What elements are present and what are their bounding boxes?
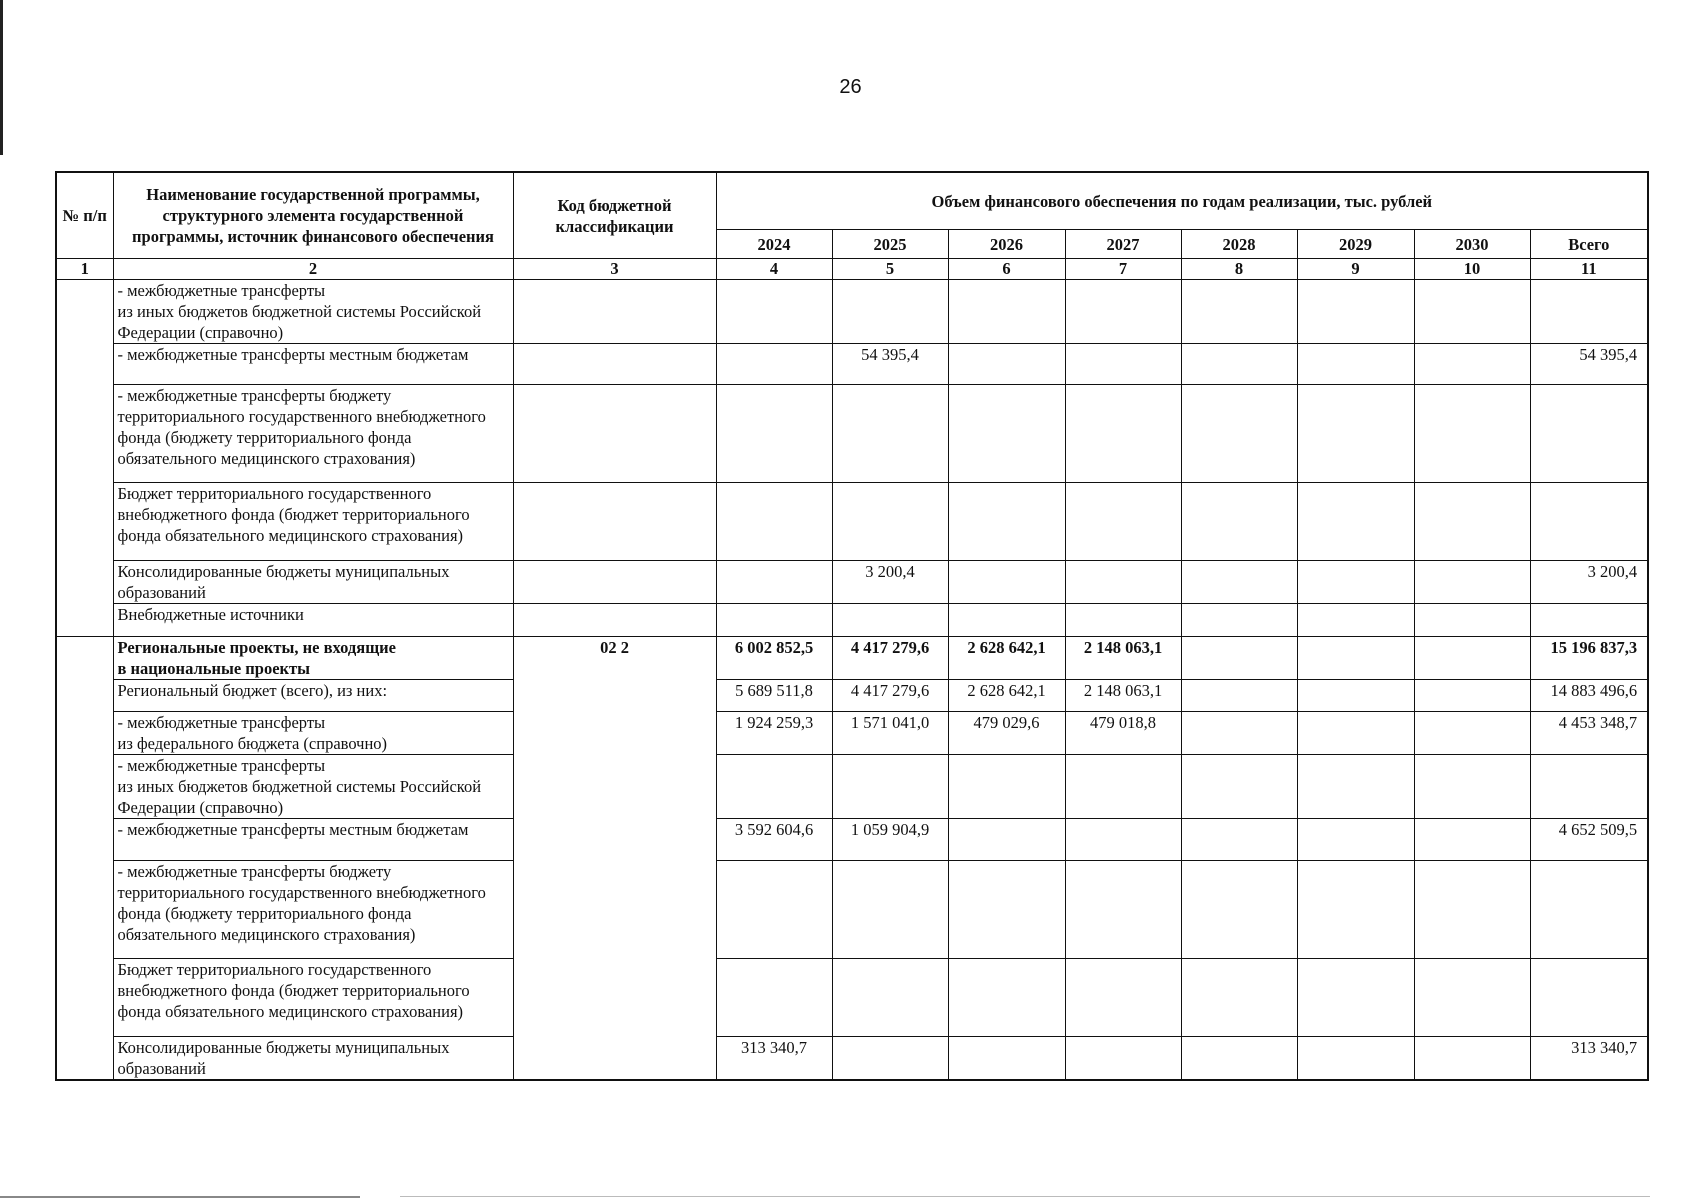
row-code-cell (513, 280, 716, 344)
row-name-cell: - межбюджетные трансферты из иных бюджетов бюджетной системы Российской Федерации (справочно) (113, 280, 513, 344)
table-row (56, 819, 1648, 861)
row-code-cell (513, 344, 716, 385)
scan-bottom-edge (400, 1196, 1650, 1197)
column-number: 1 (56, 259, 113, 280)
row-year-cell (832, 959, 948, 1037)
row-year-cell (832, 280, 948, 344)
row-year-cell (1297, 604, 1414, 637)
row-year-cell (1297, 712, 1414, 755)
row-total-cell: 54 395,4 (1530, 344, 1648, 385)
row-year-cell (948, 755, 1065, 819)
row-year-cell (1297, 755, 1414, 819)
row-year-cell (1181, 280, 1297, 344)
row-code-cell: 02 2 (513, 637, 716, 1081)
row-year-cell (1297, 280, 1414, 344)
row-year-cell: 2 628 642,1 (948, 637, 1065, 680)
row-year-cell (832, 483, 948, 561)
row-code-cell (513, 483, 716, 561)
table-row (56, 755, 1648, 819)
row-year-cell (948, 604, 1065, 637)
row-year-cell (1414, 1037, 1530, 1081)
row-year-cell (1414, 604, 1530, 637)
header-year: 2027 (1065, 230, 1181, 259)
row-year-cell (1065, 819, 1181, 861)
table-row (56, 280, 1648, 344)
row-year-cell (1414, 680, 1530, 712)
row-total-cell (1530, 861, 1648, 959)
row-year-cell: 1 924 259,3 (716, 712, 832, 755)
header-year: 2025 (832, 230, 948, 259)
header-year: 2028 (1181, 230, 1297, 259)
table-row (56, 680, 1648, 712)
row-year-cell (716, 755, 832, 819)
row-year-cell (716, 280, 832, 344)
row-year-cell (1065, 861, 1181, 959)
row-year-cell: 1 571 041,0 (832, 712, 948, 755)
row-code-cell (513, 561, 716, 604)
row-year-cell (948, 959, 1065, 1037)
row-total-cell (1530, 755, 1648, 819)
row-name-cell: Внебюджетные источники (113, 604, 513, 637)
row-year-cell (832, 1037, 948, 1081)
row-year-cell (716, 561, 832, 604)
row-year-cell (1297, 483, 1414, 561)
row-name-cell: - межбюджетные трансферты из иных бюджетов бюджетной системы Российской Федерации (справочно) (113, 755, 513, 819)
row-year-cell (1414, 344, 1530, 385)
row-year-cell (1065, 280, 1181, 344)
row-year-cell (1414, 861, 1530, 959)
row-total-cell (1530, 280, 1648, 344)
table-row (56, 959, 1648, 1037)
row-year-cell (1297, 680, 1414, 712)
row-name-cell: Региональные проекты, не входящие в национальные проекты (113, 637, 513, 680)
row-year-cell (1414, 755, 1530, 819)
row-year-cell (1414, 959, 1530, 1037)
row-year-cell (1181, 959, 1297, 1037)
row-year-cell: 3 592 604,6 (716, 819, 832, 861)
header-year: 2026 (948, 230, 1065, 259)
row-year-cell (948, 561, 1065, 604)
row-number-cell (56, 637, 113, 1081)
row-year-cell (1297, 1037, 1414, 1081)
row-total-cell: 313 340,7 (1530, 1037, 1648, 1081)
row-year-cell (1065, 561, 1181, 604)
table-row (56, 861, 1648, 959)
row-year-cell (716, 483, 832, 561)
row-year-cell (1297, 561, 1414, 604)
row-year-cell (1065, 483, 1181, 561)
column-number: 3 (513, 259, 716, 280)
column-number: 5 (832, 259, 948, 280)
row-name-cell: Бюджет территориального государственного внебюджетного фонда (бюджет территориального фонда обязательного медицинского страхования) (113, 959, 513, 1037)
row-year-cell: 5 689 511,8 (716, 680, 832, 712)
row-year-cell (1065, 755, 1181, 819)
row-total-cell: 14 883 496,6 (1530, 680, 1648, 712)
row-year-cell (1181, 637, 1297, 680)
row-year-cell (1297, 959, 1414, 1037)
table-row (56, 712, 1648, 755)
header-volume: Объем финансового обеспечения по годам реализации, тыс. рублей (716, 172, 1648, 230)
header-year: 2024 (716, 230, 832, 259)
row-year-cell (1181, 604, 1297, 637)
row-name-cell: - межбюджетные трансферты бюджету территориального государственного внебюджетного фонда (бюджету территориального фонда обязательного медицинского страхования) (113, 861, 513, 959)
row-year-cell (1297, 344, 1414, 385)
row-year-cell: 2 628 642,1 (948, 680, 1065, 712)
column-number: 11 (1530, 259, 1648, 280)
row-year-cell (832, 604, 948, 637)
header-no: № п/п (56, 172, 113, 259)
row-total-cell: 15 196 837,3 (1530, 637, 1648, 680)
row-year-cell (1297, 861, 1414, 959)
row-year-cell (832, 385, 948, 483)
column-number: 6 (948, 259, 1065, 280)
row-total-cell (1530, 483, 1648, 561)
scan-bottom-edge (0, 1196, 360, 1198)
financing-table (55, 171, 1649, 1081)
row-year-cell (1065, 385, 1181, 483)
row-total-cell (1530, 604, 1648, 637)
row-year-cell: 54 395,4 (832, 344, 948, 385)
row-year-cell (1181, 680, 1297, 712)
row-year-cell: 3 200,4 (832, 561, 948, 604)
row-name-cell: Региональный бюджет (всего), из них: (113, 680, 513, 712)
row-year-cell (716, 344, 832, 385)
row-year-cell: 2 148 063,1 (1065, 637, 1181, 680)
header-year: 2029 (1297, 230, 1414, 259)
row-year-cell (948, 819, 1065, 861)
row-year-cell (1297, 385, 1414, 483)
row-total-cell: 4 652 509,5 (1530, 819, 1648, 861)
row-year-cell: 2 148 063,1 (1065, 680, 1181, 712)
row-year-cell (1181, 483, 1297, 561)
row-year-cell (948, 1037, 1065, 1081)
row-year-cell (716, 959, 832, 1037)
row-year-cell (1414, 637, 1530, 680)
header-code: Код бюджетной классификации (513, 172, 716, 259)
table-body (56, 280, 1648, 1081)
row-year-cell (948, 483, 1065, 561)
row-year-cell (1181, 712, 1297, 755)
row-year-cell (1297, 637, 1414, 680)
column-number: 9 (1297, 259, 1414, 280)
row-year-cell (1181, 1037, 1297, 1081)
table-row (56, 1037, 1648, 1081)
row-year-cell: 479 029,6 (948, 712, 1065, 755)
row-year-cell (1181, 755, 1297, 819)
row-name-cell: - межбюджетные трансферты из федерального бюджета (справочно) (113, 712, 513, 755)
row-year-cell (1181, 819, 1297, 861)
row-name-cell: - межбюджетные трансферты местным бюджетам (113, 344, 513, 385)
row-year-cell (716, 604, 832, 637)
row-name-cell: - межбюджетные трансферты бюджету территориального государственного внебюджетного фонда (бюджету территориального фонда обязательного медицинского страхования) (113, 385, 513, 483)
row-year-cell (1414, 561, 1530, 604)
row-year-cell (948, 861, 1065, 959)
row-total-cell: 3 200,4 (1530, 561, 1648, 604)
header-name: Наименование государственной программы, структурного элемента государственной программы, источник финансового обеспечения (113, 172, 513, 259)
row-year-cell (1414, 385, 1530, 483)
row-total-cell: 4 453 348,7 (1530, 712, 1648, 755)
row-year-cell (1181, 561, 1297, 604)
row-number-cell (56, 280, 113, 637)
header-year: 2030 (1414, 230, 1530, 259)
row-year-cell: 1 059 904,9 (832, 819, 948, 861)
row-year-cell (1297, 819, 1414, 861)
row-year-cell (716, 861, 832, 959)
row-total-cell (1530, 385, 1648, 483)
row-year-cell (1065, 604, 1181, 637)
row-name-cell: Консолидированные бюджеты муниципальных образований (113, 561, 513, 604)
row-year-cell: 6 002 852,5 (716, 637, 832, 680)
column-number: 4 (716, 259, 832, 280)
row-year-cell (1414, 483, 1530, 561)
row-name-cell: Бюджет территориального государственного внебюджетного фонда (бюджет территориального фонда обязательного медицинского страхования) (113, 483, 513, 561)
row-year-cell: 4 417 279,6 (832, 680, 948, 712)
row-year-cell (1065, 959, 1181, 1037)
table-row (56, 637, 1648, 680)
page-number: 26 (839, 76, 862, 98)
table-row (56, 344, 1648, 385)
column-number: 7 (1065, 259, 1181, 280)
row-year-cell (832, 861, 948, 959)
column-number: 10 (1414, 259, 1530, 280)
row-year-cell: 479 018,8 (1065, 712, 1181, 755)
row-name-cell: - межбюджетные трансферты местным бюджетам (113, 819, 513, 861)
table-row (56, 385, 1648, 483)
table-row (56, 561, 1648, 604)
row-year-cell (948, 385, 1065, 483)
row-code-cell (513, 385, 716, 483)
row-year-cell (1065, 1037, 1181, 1081)
row-year-cell (1181, 385, 1297, 483)
row-total-cell (1530, 959, 1648, 1037)
row-year-cell (1414, 712, 1530, 755)
row-year-cell (1414, 819, 1530, 861)
row-year-cell (948, 344, 1065, 385)
row-year-cell (832, 755, 948, 819)
row-year-cell (1181, 861, 1297, 959)
row-year-cell: 4 417 279,6 (832, 637, 948, 680)
row-year-cell: 313 340,7 (716, 1037, 832, 1081)
row-year-cell (948, 280, 1065, 344)
column-number: 2 (113, 259, 513, 280)
column-number: 8 (1181, 259, 1297, 280)
header-total: Всего (1530, 230, 1648, 259)
row-year-cell (1414, 280, 1530, 344)
row-year-cell (716, 385, 832, 483)
row-year-cell (1065, 344, 1181, 385)
row-code-cell (513, 604, 716, 637)
table-row (56, 604, 1648, 637)
row-year-cell (1181, 344, 1297, 385)
table-row (56, 483, 1648, 561)
row-name-cell: Консолидированные бюджеты муниципальных образований (113, 1037, 513, 1081)
